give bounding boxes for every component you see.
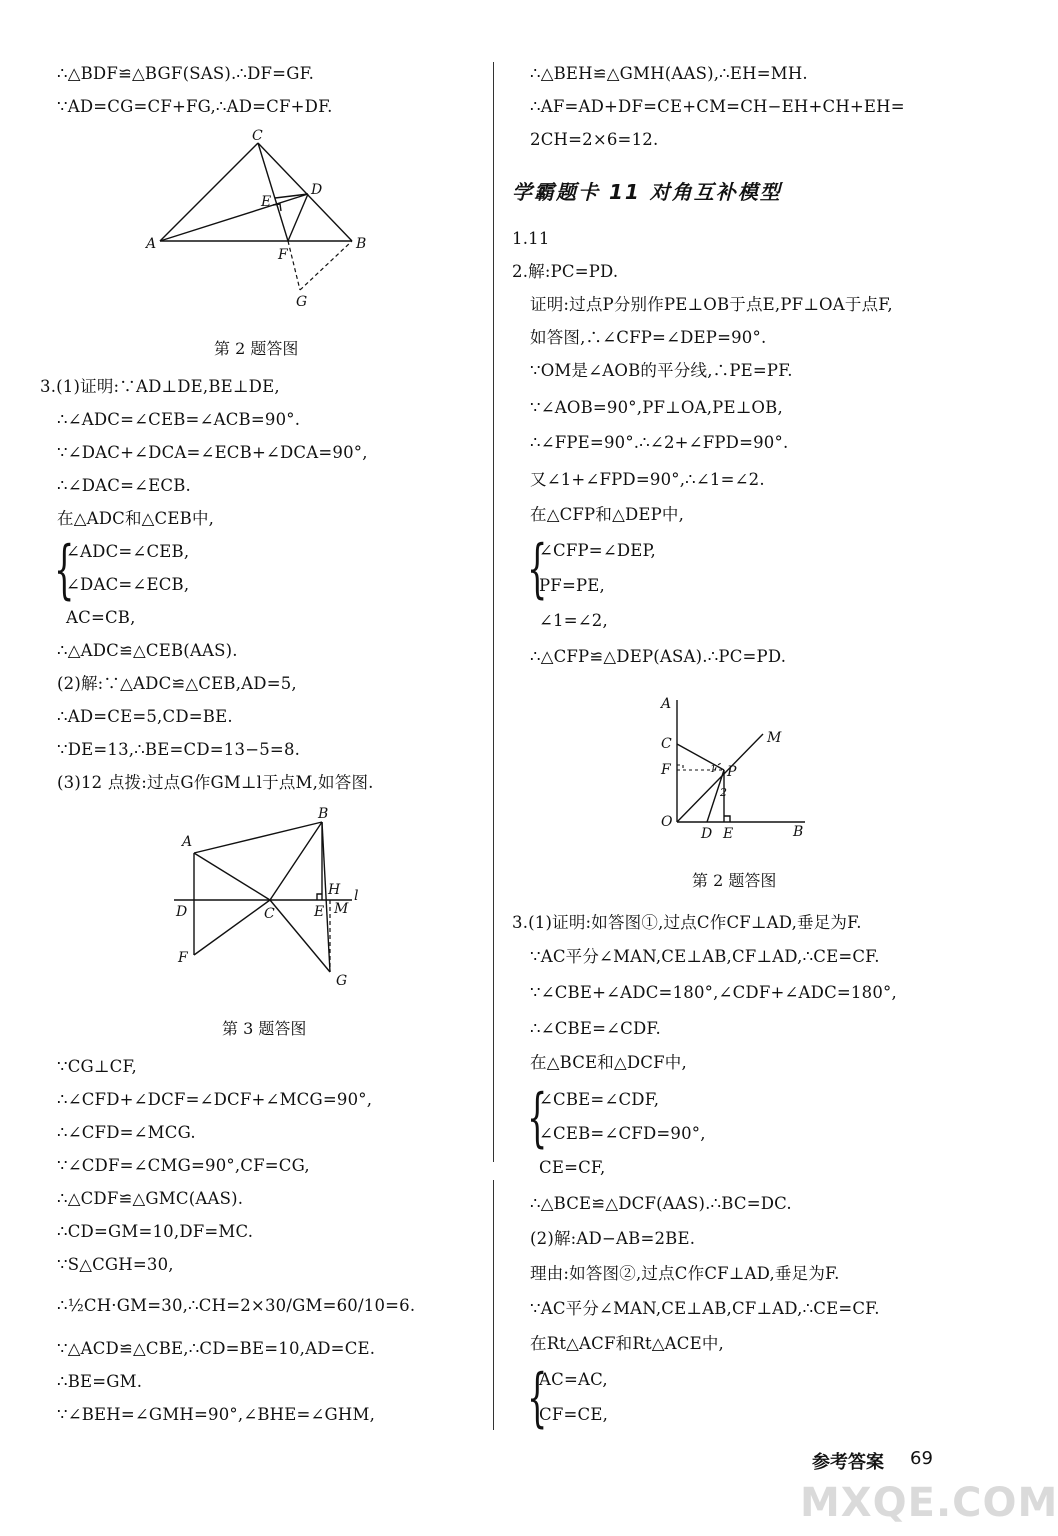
figure-caption: 第 2 题答图 <box>692 871 777 890</box>
text-line: (3)12 点拨:过点G作GM⊥l于点M,如答图. <box>57 773 374 792</box>
text-line: ∵DE=13,∴BE=CD=13−5=8. <box>57 740 301 759</box>
text-line: ∵∠AOB=90°,PF⊥OA,PE⊥OB, <box>530 398 783 417</box>
label-B: B <box>318 806 329 822</box>
section-title: 学霸题卡 11 对角互补模型 <box>512 180 782 204</box>
text-line: 2.解:PC=PD. <box>512 262 619 281</box>
label-O: O <box>661 814 673 830</box>
text-line: 3.(1)证明:∵AD⊥DE,BE⊥DE, <box>40 377 280 396</box>
text-line: ∵S△CGH=30, <box>57 1255 174 1274</box>
label-C: C <box>252 128 263 144</box>
text-line: CE=CF, <box>539 1158 606 1177</box>
figure-q3-left <box>160 800 370 995</box>
text-line: 又∠1+∠FPD=90°,∴∠1=∠2. <box>530 470 765 489</box>
label-P: P <box>727 764 737 780</box>
text-line: ∵AC平分∠MAN,CE⊥AB,CF⊥AD,∴CE=CF. <box>530 1299 880 1318</box>
label-1: 1 <box>710 764 717 775</box>
label-C: C <box>661 736 672 752</box>
figure-caption: 第 2 题答图 <box>214 339 299 358</box>
figure-q2-right <box>655 690 815 845</box>
text-line: ∴∠CBE=∠CDF. <box>530 1019 661 1038</box>
text-line: 证明:过点P分别作PE⊥OB于点E,PF⊥OA于点F, <box>530 295 893 314</box>
text-line: 如答图,∴∠CFP=∠DEP=90°. <box>530 328 767 347</box>
text-line: ∴△CFP≌△DEP(ASA).∴PC=PD. <box>530 647 787 666</box>
text-line: ∵AC平分∠MAN,CE⊥AB,CF⊥AD,∴CE=CF. <box>530 947 880 966</box>
label-F: F <box>178 950 188 966</box>
text-line: 在Rt△ACF和Rt△ACE中, <box>530 1334 725 1353</box>
text-line: ∴∠CFD=∠MCG. <box>57 1123 196 1142</box>
text-line: ∠CBE=∠CDF, <box>539 1090 660 1109</box>
text-line: ∠DAC=∠ECB, <box>66 575 190 594</box>
text-line: 在△BCE和△DCF中, <box>530 1053 687 1072</box>
text-line: ∴∠CFD+∠DCF=∠DCF+∠MCG=90°, <box>57 1090 373 1109</box>
text-line: ∴CD=GM=10,DF=MC. <box>57 1222 254 1241</box>
text-line: 在△CFP和△DEP中, <box>530 505 685 524</box>
label-D: D <box>701 826 713 842</box>
text-line: AC=CB, <box>66 608 136 627</box>
text-line: ∴△BDF≌△BGF(SAS).∴DF=GF. <box>57 64 315 83</box>
text-line: (2)解:∵△ADC≌△CEB,AD=5, <box>57 674 297 693</box>
label-A: A <box>661 696 672 712</box>
label-H: H <box>328 882 341 898</box>
figure-q2-left <box>140 128 370 313</box>
label-G: G <box>296 294 308 310</box>
footer-label: 参考答案 <box>812 1452 884 1473</box>
column-divider <box>493 62 494 1162</box>
label-l: l <box>354 888 359 904</box>
label-D: D <box>176 904 188 920</box>
page-number: 69 <box>910 1448 933 1469</box>
text-line: 1.11 <box>512 229 550 248</box>
text-line: ∴∠ADC=∠CEB=∠ACB=90°. <box>57 410 301 429</box>
text-line: ∠ADC=∠CEB, <box>66 542 190 561</box>
label-F: F <box>661 762 671 778</box>
label-E: E <box>261 194 272 210</box>
text-line: AC=AC, <box>539 1370 608 1389</box>
text-line: ∴½CH·GM=30,∴CH=2×30/GM=60/10=6. <box>57 1296 416 1315</box>
label-A: A <box>182 834 193 850</box>
text-line: ∴△BEH≌△GMH(AAS),∴EH=MH. <box>530 64 808 83</box>
label-B: B <box>356 236 367 252</box>
text-line: ∴∠DAC=∠ECB. <box>57 476 191 495</box>
label-G: G <box>336 973 348 989</box>
text-line: ∵∠CDF=∠CMG=90°,CF=CG, <box>57 1156 310 1175</box>
brace: { <box>527 1081 548 1155</box>
text-line: PF=PE, <box>539 576 605 595</box>
text-line: ∴△CDF≌△GMC(AAS). <box>57 1189 244 1208</box>
text-line: ∠CEB=∠CFD=90°, <box>539 1124 706 1143</box>
label-D: D <box>311 182 323 198</box>
label-M: M <box>767 730 782 746</box>
text-line: 在△ADC和△CEB中, <box>57 509 215 528</box>
label-2: 2 <box>720 786 727 799</box>
text-line: ∠1=∠2, <box>539 611 608 630</box>
text-line: 理由:如答图②,过点C作CF⊥AD,垂足为F. <box>530 1264 840 1283</box>
text-line: 3.(1)证明:如答图①,过点C作CF⊥AD,垂足为F. <box>512 913 862 932</box>
text-line: ∵AD=CG=CF+FG,∴AD=CF+DF. <box>57 97 333 116</box>
text-line: ∵△ACD≌△CBE,∴CD=BE=10,AD=CE. <box>57 1339 376 1358</box>
label-B: B <box>793 824 804 840</box>
text-line: ∴△ADC≌△CEB(AAS). <box>57 641 238 660</box>
text-line: ∴AD=CE=5,CD=BE. <box>57 707 233 726</box>
text-line: ∴BE=GM. <box>57 1372 143 1391</box>
text-line: ∵OM是∠AOB的平分线,∴PE=PF. <box>530 361 793 380</box>
text-line: ∵∠BEH=∠GMH=90°,∠BHE=∠GHM, <box>57 1405 376 1424</box>
label-F: F <box>278 247 288 263</box>
label-C: C <box>264 906 275 922</box>
label-E: E <box>314 904 325 920</box>
label-M: M <box>334 901 349 917</box>
text-line: CF=CE, <box>539 1405 609 1424</box>
text-line: ∴∠FPE=90°.∴∠2+∠FPD=90°. <box>530 433 789 452</box>
brace: { <box>54 533 75 607</box>
figure-caption: 第 3 题答图 <box>222 1019 307 1038</box>
text-line: ∠CFP=∠DEP, <box>539 541 656 560</box>
text-line: 2CH=2×6=12. <box>530 130 659 149</box>
label-A: A <box>146 236 157 252</box>
watermark: MXQE.COM <box>800 1480 1058 1526</box>
text-line: ∵∠CBE+∠ADC=180°,∠CDF+∠ADC=180°, <box>530 983 897 1002</box>
brace: { <box>527 532 548 606</box>
text-line: ∴AF=AD+DF=CE+CM=CH−EH+CH+EH= <box>530 97 905 116</box>
brace: { <box>527 1361 548 1435</box>
text-line: ∵CG⊥CF, <box>57 1057 137 1076</box>
column-divider <box>493 1180 494 1430</box>
text-line: ∴△BCE≌△DCF(AAS).∴BC=DC. <box>530 1194 792 1213</box>
text-line: ∵∠DAC+∠DCA=∠ECB+∠DCA=90°, <box>57 443 368 462</box>
label-E: E <box>723 826 734 842</box>
text-line: (2)解:AD−AB=2BE. <box>530 1229 696 1248</box>
